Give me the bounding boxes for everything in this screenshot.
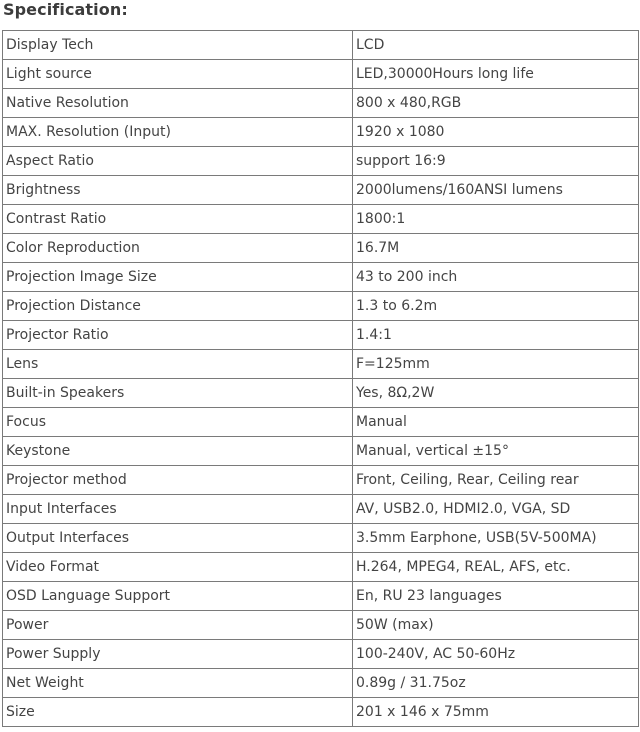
table-row: [3, 176, 639, 205]
table-row: [3, 118, 639, 147]
table-row: [3, 524, 639, 553]
spec-label: Projector method: [3, 466, 353, 495]
spec-value: 3.5mm Earphone, USB(5V-500MA): [353, 524, 639, 553]
spec-value: 1920 x 1080: [353, 118, 639, 147]
specification-table: [2, 30, 639, 727]
spec-value: AV, USB2.0, HDMI2.0, VGA, SD: [353, 495, 639, 524]
spec-value: 800 x 480,RGB: [353, 89, 639, 118]
spec-label: Output Interfaces: [3, 524, 353, 553]
spec-value: 2000lumens/160ANSI lumens: [353, 176, 639, 205]
spec-label: Power: [3, 611, 353, 640]
spec-label: Power Supply: [3, 640, 353, 669]
spec-value: 1.4:1: [353, 321, 639, 350]
spec-value: LCD: [353, 31, 639, 60]
spec-value: 43 to 200 inch: [353, 263, 639, 292]
spec-value: H.264, MPEG4, REAL, AFS, etc.: [353, 553, 639, 582]
spec-label: Color Reproduction: [3, 234, 353, 263]
table-row: [3, 31, 639, 60]
spec-label: Built-in Speakers: [3, 379, 353, 408]
page-title: Specification:: [3, 0, 128, 19]
spec-label: MAX. Resolution (Input): [3, 118, 353, 147]
table-row: [3, 495, 639, 524]
spec-label: Keystone: [3, 437, 353, 466]
spec-value: 50W (max): [353, 611, 639, 640]
spec-value: Yes, 8Ω,2W: [353, 379, 639, 408]
spec-label: Size: [3, 698, 353, 727]
spec-label: Contrast Ratio: [3, 205, 353, 234]
table-row: [3, 553, 639, 582]
spec-value: Manual, vertical ±15°: [353, 437, 639, 466]
spec-value: 201 x 146 x 75mm: [353, 698, 639, 727]
spec-label: Light source: [3, 60, 353, 89]
spec-value: 16.7M: [353, 234, 639, 263]
spec-value: support 16:9: [353, 147, 639, 176]
table-row: [3, 466, 639, 495]
spec-label: Projection Image Size: [3, 263, 353, 292]
spec-label: Display Tech: [3, 31, 353, 60]
spec-label: Aspect Ratio: [3, 147, 353, 176]
spec-label: Focus: [3, 408, 353, 437]
spec-label: Native Resolution: [3, 89, 353, 118]
table-row: [3, 698, 639, 727]
table-row: [3, 321, 639, 350]
table-row: [3, 234, 639, 263]
table-row: [3, 611, 639, 640]
spec-label: Projector Ratio: [3, 321, 353, 350]
spec-label: OSD Language Support: [3, 582, 353, 611]
spec-label: Net Weight: [3, 669, 353, 698]
spec-value: LED,30000Hours long life: [353, 60, 639, 89]
table-row: [3, 669, 639, 698]
table-row: [3, 379, 639, 408]
table-row: [3, 263, 639, 292]
spec-value: 100-240V, AC 50-60Hz: [353, 640, 639, 669]
table-row: [3, 292, 639, 321]
spec-label: Brightness: [3, 176, 353, 205]
spec-label: Projection Distance: [3, 292, 353, 321]
table-row: [3, 205, 639, 234]
spec-label: Lens: [3, 350, 353, 379]
spec-label: Input Interfaces: [3, 495, 353, 524]
spec-value: 1800:1: [353, 205, 639, 234]
spec-value: Manual: [353, 408, 639, 437]
spec-value: En, RU 23 languages: [353, 582, 639, 611]
spec-label: Video Format: [3, 553, 353, 582]
table-row: [3, 437, 639, 466]
table-row: [3, 147, 639, 176]
table-row: [3, 350, 639, 379]
table-row: [3, 60, 639, 89]
table-row: [3, 582, 639, 611]
specification-table-body: [3, 31, 639, 727]
table-row: [3, 408, 639, 437]
spec-value: F=125mm: [353, 350, 639, 379]
table-row: [3, 640, 639, 669]
spec-value: Front, Ceiling, Rear, Ceiling rear: [353, 466, 639, 495]
table-row: [3, 89, 639, 118]
spec-value: 1.3 to 6.2m: [353, 292, 639, 321]
spec-value: 0.89g / 31.75oz: [353, 669, 639, 698]
